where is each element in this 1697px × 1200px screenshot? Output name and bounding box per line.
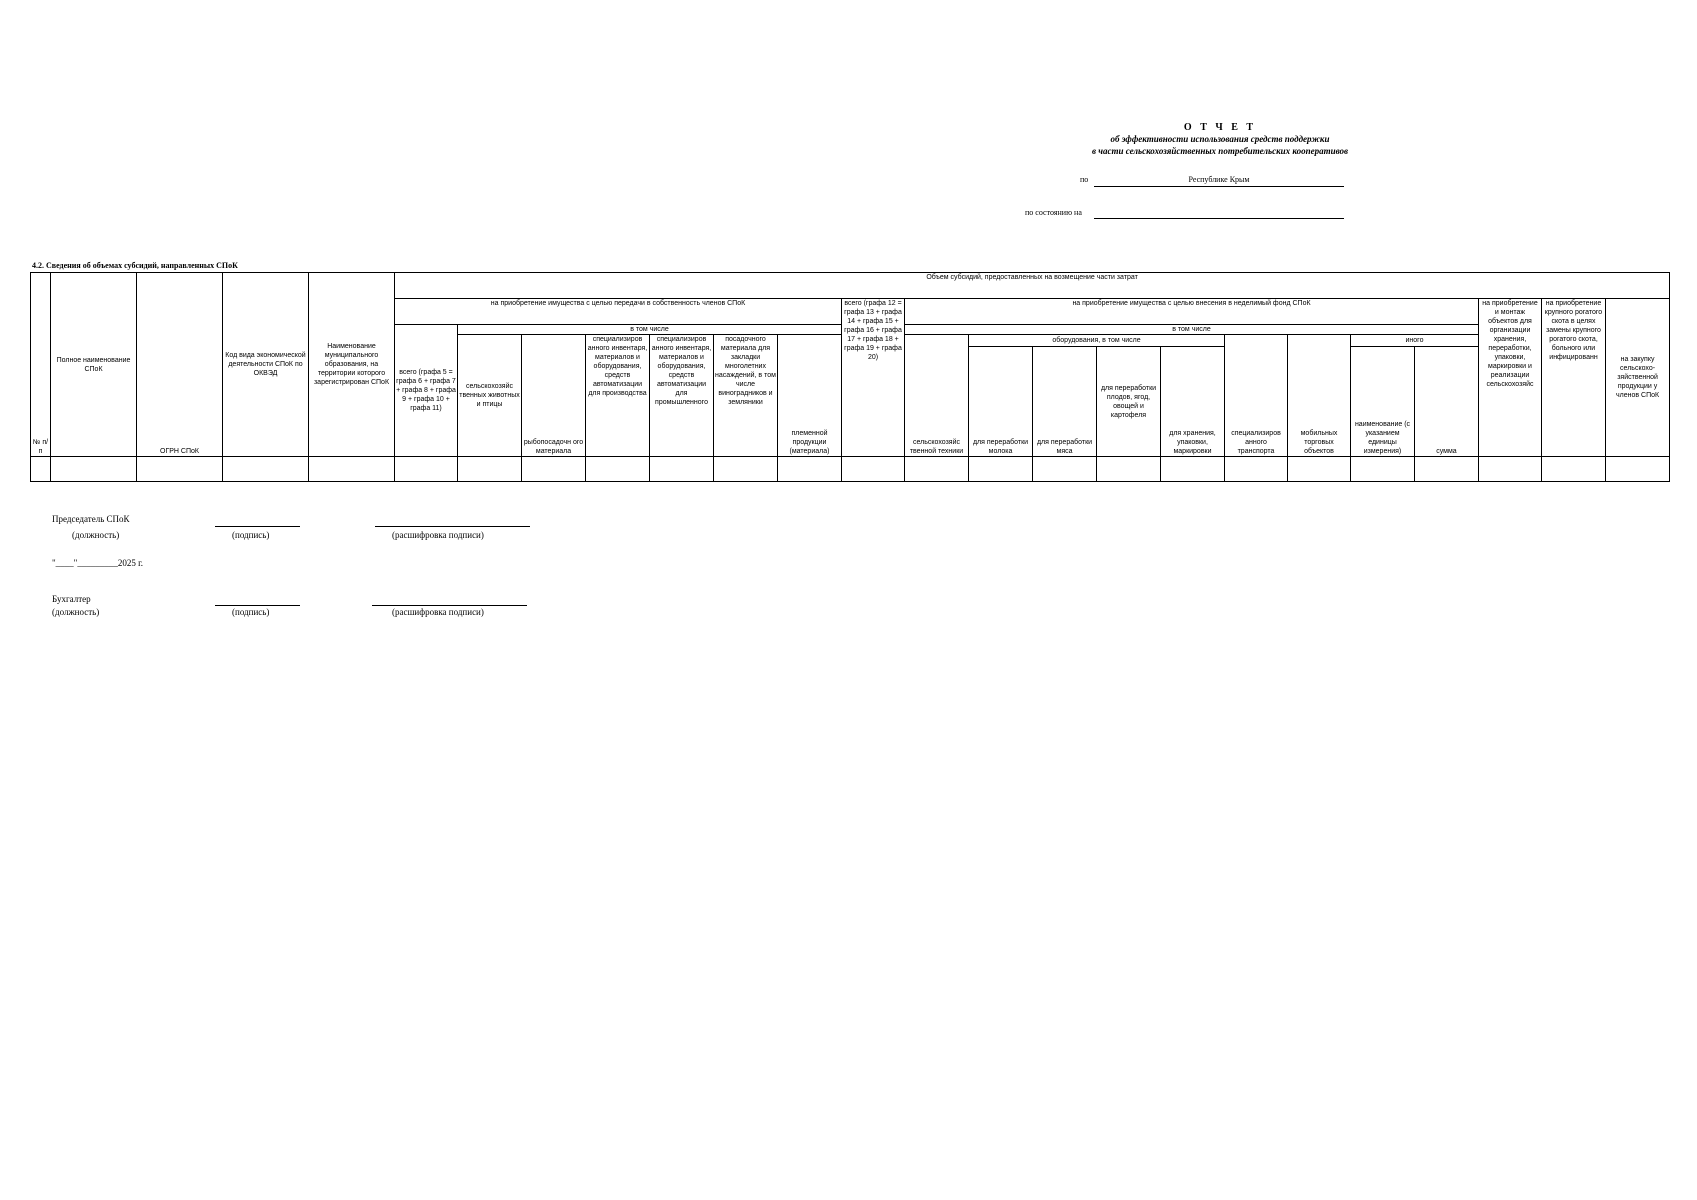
col-fruit-header: для переработки плодов, ягод, овощей и картофеля — [1097, 347, 1161, 457]
col-total-b-header: всего (графа 12 = графа 13 + графа 14 + графа 15 + графа 16 + графа 17 + графа 18 + графа 19 + графа 20) — [842, 299, 905, 457]
data-cell[interactable] — [1033, 457, 1097, 482]
chairman-sign-caption: (подпись) — [232, 530, 270, 540]
data-cell[interactable] — [1288, 457, 1351, 482]
data-cell[interactable] — [842, 457, 905, 482]
data-cell[interactable] — [650, 457, 714, 482]
col-fish-header: рыбопосадочн ого материала — [522, 335, 586, 457]
col-spec-inventory-header: специализиров анного инвентаря, материалов и оборудования, средств автоматизации для производства — [586, 335, 650, 457]
col-spec-inventory2-header: специализиров анного инвентаря, материалов и оборудования, средств автоматизации для промышленного — [650, 335, 714, 457]
accountant-decode-line[interactable] — [372, 604, 527, 606]
subsidy-volume-header: Объем субсидий, предоставленных на возмещение части затрат — [395, 273, 1670, 299]
report-title-block — [1020, 122, 1420, 157]
data-cell[interactable] — [1415, 457, 1479, 482]
col-purchase-header: на закупку сельскохо- зяйственной продукции у членов СПоК — [1606, 299, 1670, 457]
incl-b-header: в том числе — [905, 325, 1479, 335]
subsidy-table — [30, 272, 1670, 482]
data-cell[interactable] — [905, 457, 969, 482]
section-label: 4.2. Сведения об объемах субсидий, направленных СПоК — [32, 261, 238, 270]
data-cell[interactable] — [1542, 457, 1606, 482]
accountant-sign-caption: (подпись) — [232, 607, 270, 617]
data-cell[interactable] — [1606, 457, 1670, 482]
col-seeds-header: племенной продукции (материала) — [778, 335, 842, 457]
chairman-decode-caption: (расшифровка подписи) — [392, 530, 484, 540]
report-subtitle-1: об эффективности использования средств поддержки — [1110, 134, 1330, 144]
equipment-incl-header: оборудования, в том числе — [969, 335, 1225, 347]
data-cell[interactable] — [1351, 457, 1415, 482]
data-cell[interactable] — [1161, 457, 1225, 482]
data-cell[interactable] — [1225, 457, 1288, 482]
data-cell[interactable] — [309, 457, 395, 482]
data-cell[interactable] — [458, 457, 522, 482]
region-prefix: по — [1080, 175, 1089, 184]
data-cell[interactable] — [395, 457, 458, 482]
data-cell[interactable] — [31, 457, 51, 482]
col-cattle-header: на приобретение крупного рогатого скота в целях замены крупного рогатого скота, больного или инфицированн — [1542, 299, 1606, 457]
chairman-label: Председатель СПоК — [52, 514, 130, 524]
data-cell[interactable] — [1479, 457, 1542, 482]
data-cell[interactable] — [522, 457, 586, 482]
data-cell[interactable] — [223, 457, 309, 482]
col-municipality-header: Наименование муниципального образования, на территории которого зарегистрирован СПоК — [309, 273, 395, 457]
accountant-sign-line[interactable] — [215, 604, 300, 606]
col-mobile-header: мобильных торговых объектов — [1288, 335, 1351, 457]
group-b-header: на приобретение имущества с целью внесения в неделимый фонд СПоК — [905, 299, 1479, 325]
as-of-date-field[interactable] — [1094, 206, 1344, 219]
col-animals-header: сельскохозяйс твенных животных и птицы — [458, 335, 522, 457]
region-field[interactable]: Республике Крым — [1094, 174, 1344, 187]
data-cell[interactable] — [137, 457, 223, 482]
chairman-sign-line[interactable] — [215, 525, 300, 527]
col-agri-tech-header: сельскохозяйс твенной техники — [905, 335, 969, 457]
col-other-name-header: наименование (с указанием единицы измерения) — [1351, 347, 1415, 457]
col-okved-header: Код вида экономической деятельности СПоК по ОКВЭД — [223, 273, 309, 457]
data-cell[interactable] — [1097, 457, 1161, 482]
col-meat-header: для переработки мяса — [1033, 347, 1097, 457]
col-milk-header: для переработки молока — [969, 347, 1033, 457]
report-title: О Т Ч Е Т — [1183, 122, 1257, 133]
accountant-position-caption: (должность) — [52, 607, 100, 617]
data-cell[interactable] — [586, 457, 650, 482]
data-cell[interactable] — [51, 457, 137, 482]
incl-a-header: в том числе — [458, 325, 842, 335]
as-of-label: по состоянию на — [1025, 208, 1082, 217]
data-cell[interactable] — [969, 457, 1033, 482]
date-line[interactable]: "____"_________2025 г. — [52, 558, 144, 568]
data-cell[interactable] — [714, 457, 778, 482]
group-a-header: на приобретение имущества с целью передачи в собственность членов СПоК — [395, 299, 842, 325]
other-header: иного — [1351, 335, 1479, 347]
accountant-label: Бухгалтер — [52, 594, 91, 604]
data-cell[interactable] — [778, 457, 842, 482]
col-total-a-header: всего (графа 5 = графа 6 + графа 7 + графа 8 + графа 9 + графа 10 + графа 11) — [395, 325, 458, 457]
col-storage-objects-header: на приобретение и монтаж объектов для организации хранения, переработки, упаковки, маркировки и реализации сельскохозяйс — [1479, 299, 1542, 457]
col-storage-header: для хранения, упаковки, маркировки — [1161, 347, 1225, 457]
chairman-position-caption: (должность) — [72, 530, 120, 540]
col-transport-header: специализиров анного транспорта — [1225, 335, 1288, 457]
col-other-sum-header: сумма — [1415, 347, 1479, 457]
chairman-decode-line[interactable] — [375, 525, 530, 527]
col-num-header: № п/п — [31, 273, 51, 457]
accountant-decode-caption: (расшифровка подписи) — [392, 607, 484, 617]
col-name-header: Полное наименование СПоК — [51, 273, 137, 457]
col-planting-header: посадочного материала для закладки многолетних насаждений, в том числе виноградников и земляники — [714, 335, 778, 457]
col-ogrn-header: ОГРН СПоК — [137, 273, 223, 457]
report-subtitle-2: в части сельскохозяйственных потребительских кооперативов — [1091, 146, 1349, 156]
